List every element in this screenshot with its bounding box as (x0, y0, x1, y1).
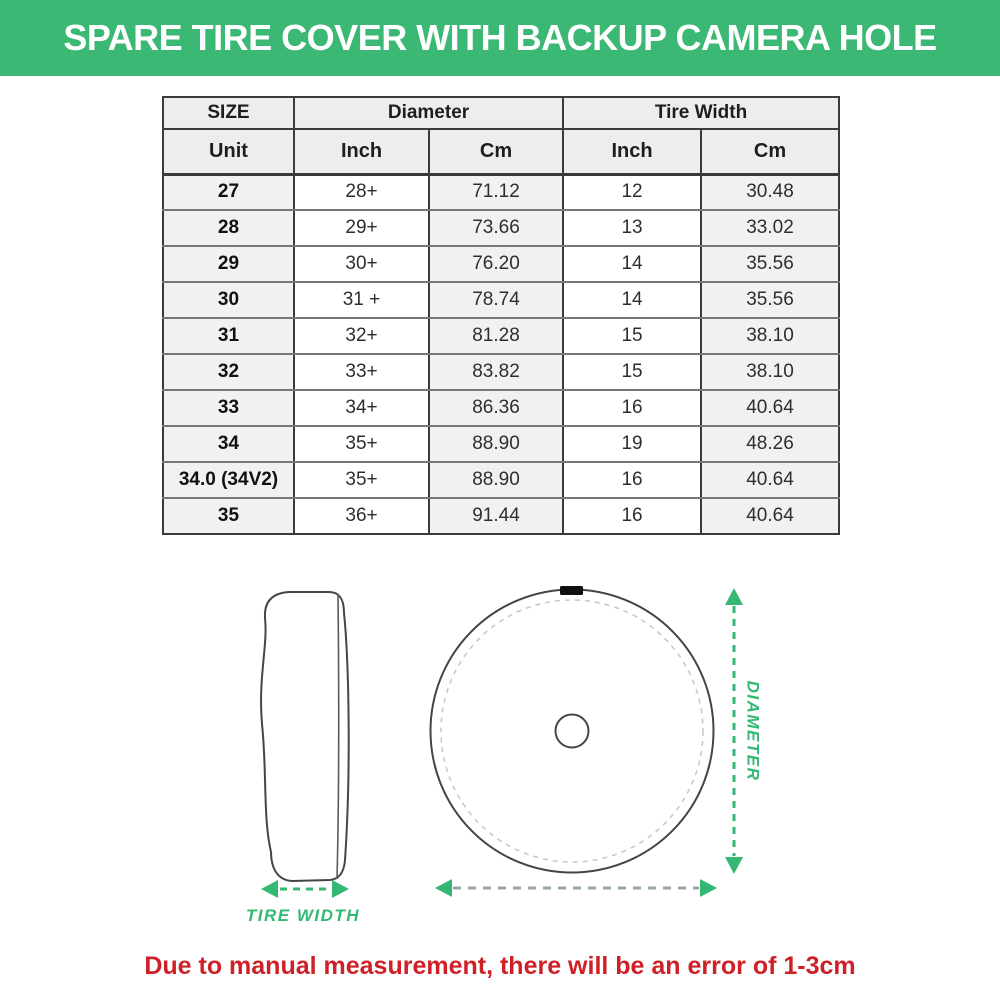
table-cell: 35+ (294, 426, 429, 462)
table-row (163, 246, 839, 282)
diameter-vertical-arrow (725, 588, 743, 874)
cover-tag (560, 586, 583, 595)
table-body (163, 174, 839, 534)
tire-front-view (431, 586, 714, 873)
tire-width-cm-header: Cm (701, 129, 839, 174)
header-banner (0, 0, 1000, 76)
table-cell: 34+ (294, 390, 429, 426)
table-cell: 28+ (294, 174, 429, 210)
table-row (163, 498, 839, 534)
table-row (163, 318, 839, 354)
table-row (163, 354, 839, 390)
table-cell: 88.90 (429, 426, 563, 462)
table-cell: 76.20 (429, 246, 563, 282)
table-cell: 32 (163, 354, 294, 390)
diameter-label: DIAMETER (743, 680, 763, 782)
table-row (163, 210, 839, 246)
arrowhead-up-icon (725, 588, 743, 605)
table-cell: 88.90 (429, 462, 563, 498)
table-cell: 28 (163, 210, 294, 246)
table-cell: 33.02 (701, 210, 839, 246)
table-cell: 35.56 (701, 282, 839, 318)
table-row (163, 462, 839, 498)
table-cell: 30+ (294, 246, 429, 282)
table-cell: 14 (563, 282, 701, 318)
table-cell: 35 (163, 498, 294, 534)
table-cell: 15 (563, 318, 701, 354)
arrowhead-left-icon (261, 880, 278, 898)
table-row (163, 174, 839, 210)
table-cell: 34 (163, 426, 294, 462)
side-view-outline (261, 592, 349, 881)
table-row (163, 390, 839, 426)
table-cell: 35+ (294, 462, 429, 498)
table-row (163, 282, 839, 318)
table-cell: 78.74 (429, 282, 563, 318)
table-cell: 73.66 (429, 210, 563, 246)
tire-width-arrow (261, 880, 349, 898)
tire-width-label: TIRE WIDTH (245, 906, 361, 925)
tire-side-view (261, 592, 349, 881)
tire-width-group-header: Tire Width (563, 97, 839, 129)
table-cell: 48.26 (701, 426, 839, 462)
table-cell: 34.0 (34V2) (163, 462, 294, 498)
measurement-note: Due to manual measurement, there will be an error of 1-3cm (144, 952, 856, 980)
table-cell: 86.36 (429, 390, 563, 426)
table-cell: 38.10 (701, 354, 839, 390)
table-cell: 16 (563, 390, 701, 426)
table-unit-header-row (163, 129, 839, 174)
table-cell: 91.44 (429, 498, 563, 534)
table-cell: 83.82 (429, 354, 563, 390)
arrowhead-left-icon (435, 879, 452, 897)
table-cell: 12 (563, 174, 701, 210)
tire-diagram (0, 570, 1000, 950)
table-cell: 15 (563, 354, 701, 390)
table-cell: 31 + (294, 282, 429, 318)
table-cell: 36+ (294, 498, 429, 534)
table-cell: 32+ (294, 318, 429, 354)
table-cell: 33+ (294, 354, 429, 390)
size-table (162, 96, 840, 535)
table-group-header-row (163, 97, 839, 129)
table-cell: 40.64 (701, 462, 839, 498)
table-cell: 33 (163, 390, 294, 426)
size-chart (162, 96, 840, 535)
diameter-inch-header: Inch (294, 129, 429, 174)
table-cell: 16 (563, 462, 701, 498)
table-cell: 14 (563, 246, 701, 282)
table-cell: 40.64 (701, 390, 839, 426)
camera-hole (556, 715, 589, 748)
table-cell: 35.56 (701, 246, 839, 282)
arrowhead-down-icon (725, 857, 743, 874)
diameter-horizontal-arrow (435, 879, 717, 897)
table-cell: 30.48 (701, 174, 839, 210)
size-group-header: SIZE (163, 97, 294, 129)
table-cell: 16 (563, 498, 701, 534)
diameter-cm-header: Cm (429, 129, 563, 174)
table-cell: 81.28 (429, 318, 563, 354)
table-cell: 40.64 (701, 498, 839, 534)
diameter-group-header: Diameter (294, 97, 563, 129)
table-cell: 27 (163, 174, 294, 210)
table-cell: 29 (163, 246, 294, 282)
arrowhead-right-icon (700, 879, 717, 897)
table-cell: 13 (563, 210, 701, 246)
table-cell: 71.12 (429, 174, 563, 210)
table-cell: 38.10 (701, 318, 839, 354)
tire-width-inch-header: Inch (563, 129, 701, 174)
arrowhead-right-icon (332, 880, 349, 898)
table-cell: 31 (163, 318, 294, 354)
table-cell: 29+ (294, 210, 429, 246)
page-title: SPARE TIRE COVER WITH BACKUP CAMERA HOLE (63, 17, 937, 58)
table-row (163, 426, 839, 462)
table-cell: 19 (563, 426, 701, 462)
unit-header: Unit (163, 129, 294, 174)
table-cell: 30 (163, 282, 294, 318)
